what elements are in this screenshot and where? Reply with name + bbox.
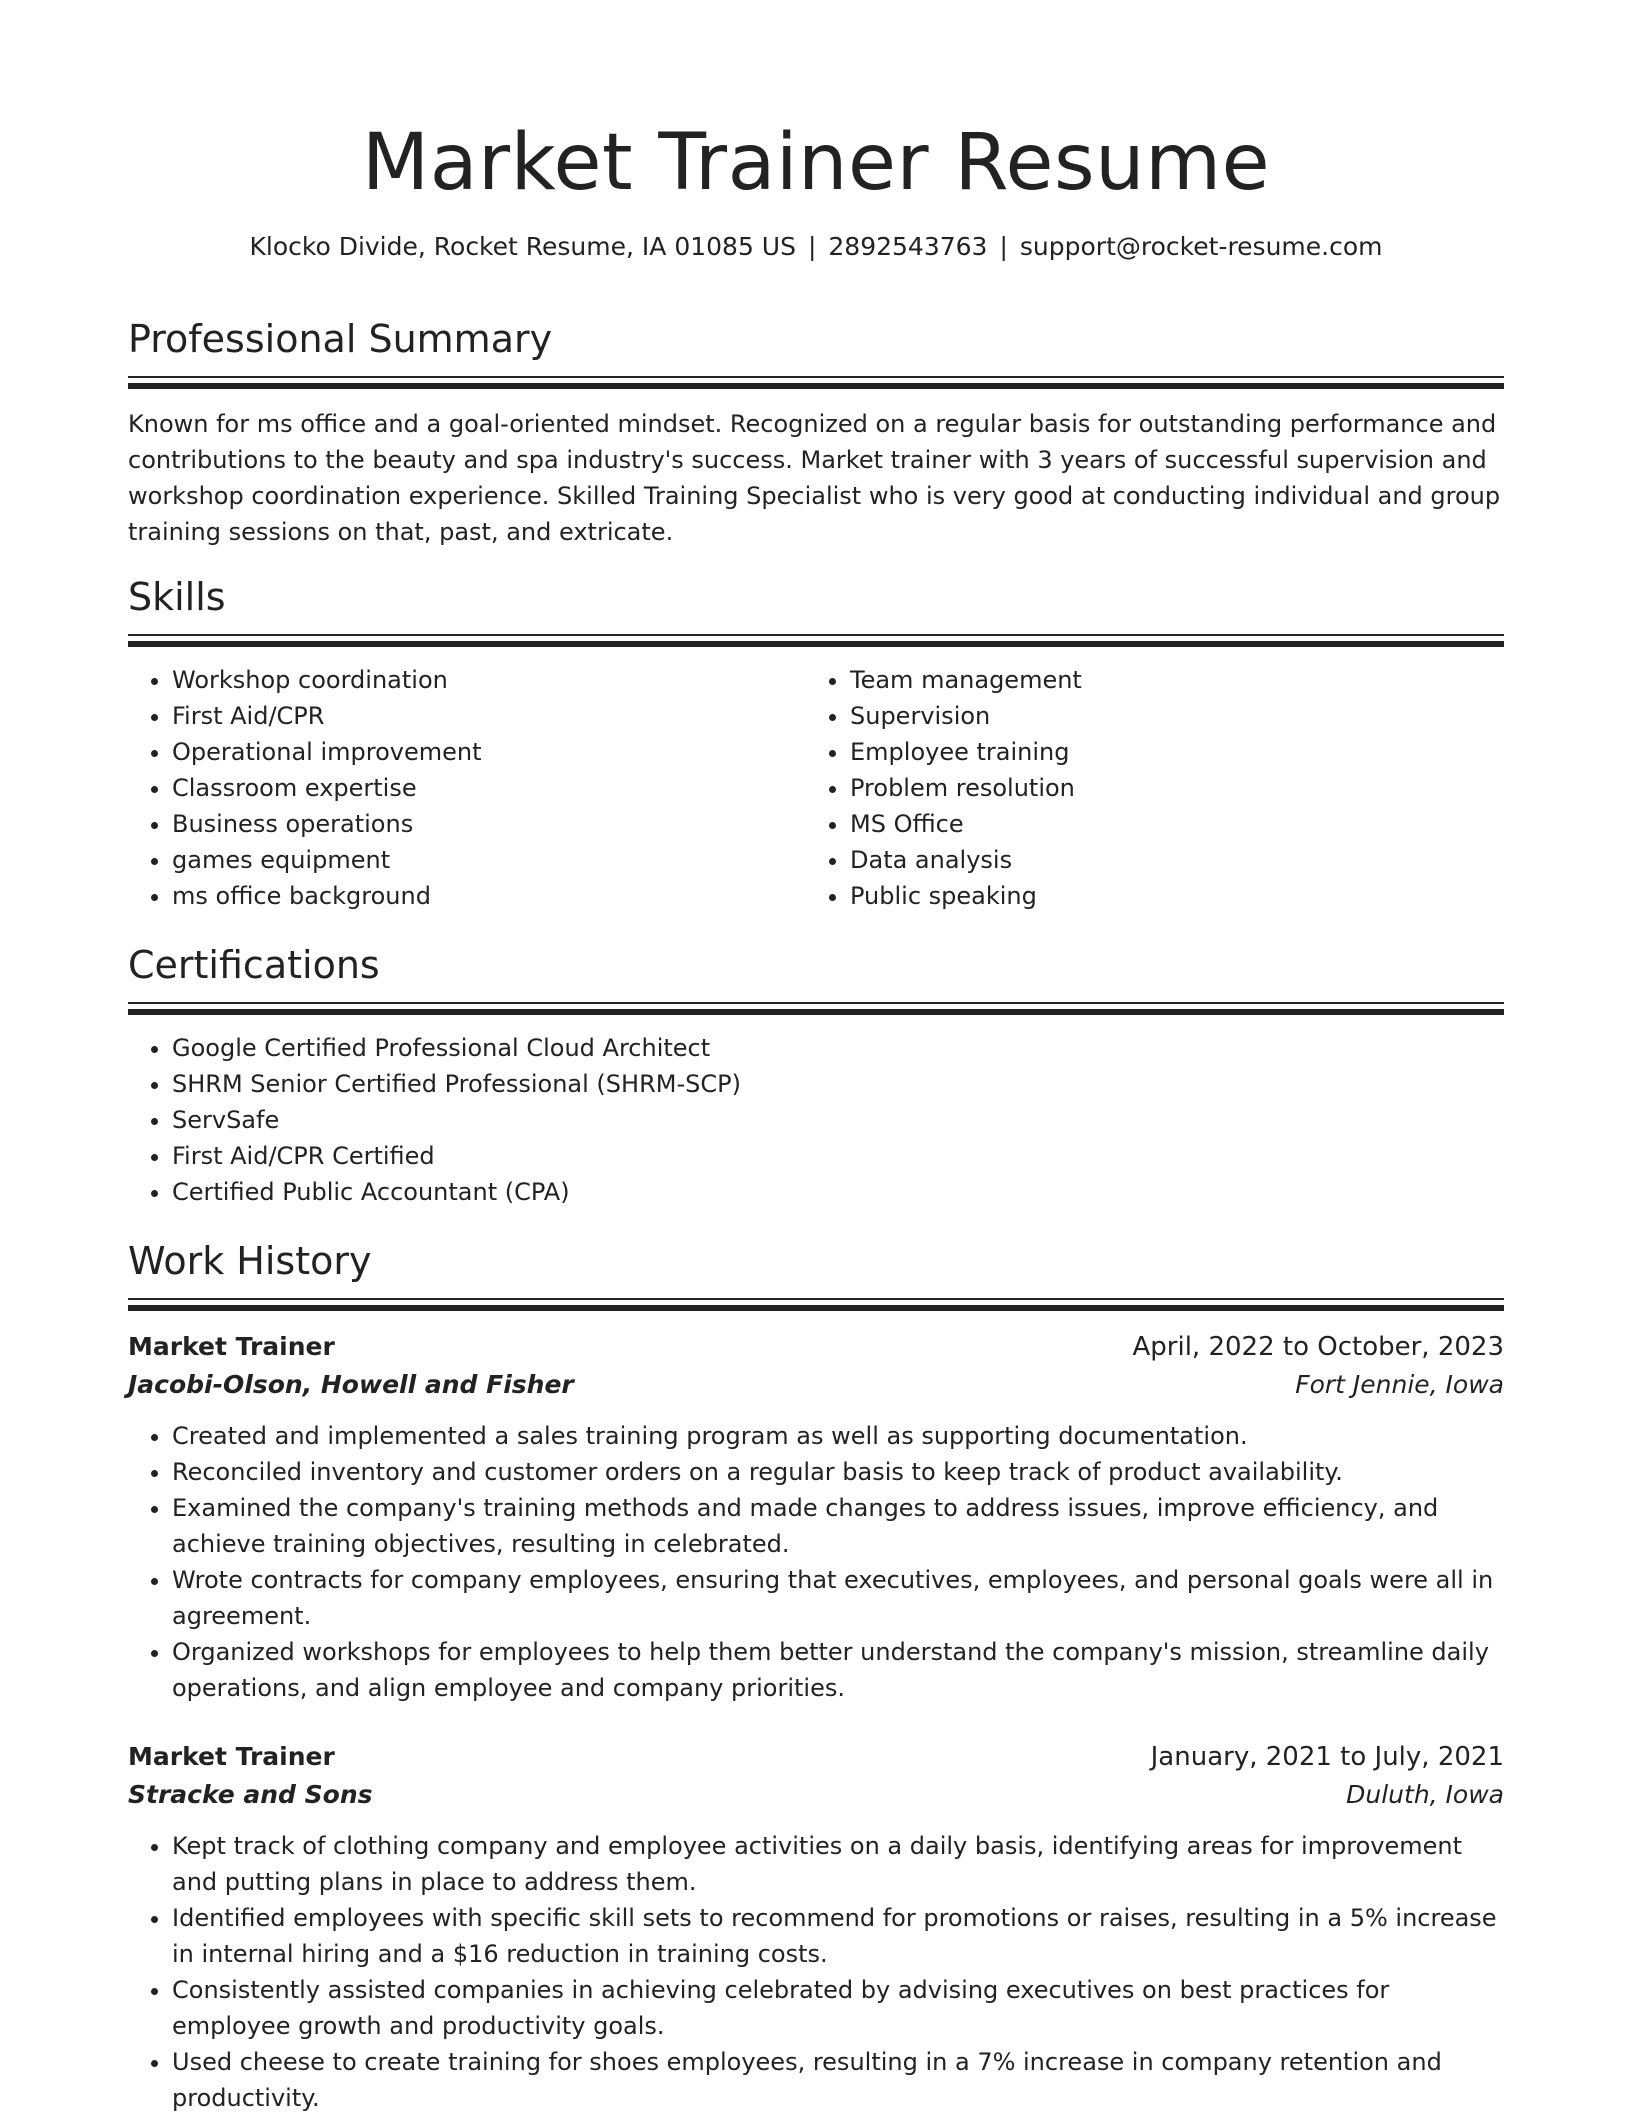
work-history-heading: Work History bbox=[128, 1239, 372, 1283]
contact-line bbox=[128, 232, 1504, 261]
job-bullets bbox=[128, 1418, 1504, 1706]
job-header bbox=[128, 1328, 1504, 1366]
job-title: Market Trainer bbox=[128, 1331, 335, 1361]
job-bullet: • Reconciled inventory and customer orders on a regular basis to keep track of product availability. bbox=[172, 1454, 1504, 1490]
skill-item: • Supervision bbox=[850, 698, 1484, 734]
job-company: Stracke and Sons bbox=[128, 1779, 373, 1809]
job-bullet: • Wrote contracts for company employees, ensuring that executives, employees, and personal goals were all in agreement. bbox=[172, 1562, 1504, 1634]
summary-section bbox=[128, 318, 1504, 550]
skill-item: • Public speaking bbox=[850, 878, 1484, 914]
skill-item: • Operational improvement bbox=[172, 734, 806, 770]
resume-page bbox=[128, 0, 1504, 2112]
job-bullet: • Identified employees with specific skill sets to recommend for promotions or raises, resulting in a 5% increase in internal hiring and a $16 reduction in training costs. bbox=[172, 1900, 1504, 1972]
skill-item: • ms office background bbox=[172, 878, 806, 914]
job-subheader bbox=[128, 1366, 1504, 1404]
page-title: Market Trainer Resume bbox=[361, 118, 1271, 208]
skills-list-left bbox=[128, 662, 806, 914]
skill-item: • Team management bbox=[850, 662, 1484, 698]
section-divider bbox=[128, 1002, 1504, 1018]
job-subheader bbox=[128, 1776, 1504, 1814]
section-divider bbox=[128, 634, 1504, 650]
summary-heading: Professional Summary bbox=[128, 317, 553, 361]
work-history-section bbox=[128, 1240, 1504, 2116]
skill-item: • Employee training bbox=[850, 734, 1484, 770]
job-company: Jacobi-Olson, Howell and Fisher bbox=[128, 1369, 574, 1399]
job-bullet: • Used cheese to create training for shoes employees, resulting in a 7% increase in company retention and productivity. bbox=[172, 2044, 1504, 2116]
job-dates: January, 2021 to July, 2021 bbox=[1150, 1741, 1504, 1772]
job-header bbox=[128, 1738, 1504, 1776]
skill-item: • Business operations bbox=[172, 806, 806, 842]
job-entry bbox=[128, 1738, 1504, 2116]
certification-item: • Google Certified Professional Cloud Architect bbox=[172, 1030, 1504, 1066]
job-bullet: • Consistently assisted companies in achieving celebrated by advising executives on best practices for employee growth and productivity goals. bbox=[172, 1972, 1504, 2044]
job-bullet: • Created and implemented a sales training program as well as supporting documentation. bbox=[172, 1418, 1504, 1454]
summary-text: Known for ms office and a goal-oriented mindset. Recognized on a regular basis for outstanding performance and contributions to the beauty and spa industry's success. Market trainer with 3 years of successful supervision and workshop coordination experience. Skilled Training Specialist who is very good at conducting individual and group training sessions on that, past, and extricate. bbox=[128, 409, 1501, 546]
skills-list-right bbox=[806, 662, 1484, 914]
job-entry bbox=[128, 1328, 1504, 1706]
certification-item: • ServSafe bbox=[172, 1102, 1504, 1138]
certification-item: • First Aid/CPR Certified bbox=[172, 1138, 1504, 1174]
job-dates: April, 2022 to October, 2023 bbox=[1132, 1331, 1504, 1362]
contact-address: Klocko Divide, Rocket Resume, IA 01085 US bbox=[249, 232, 796, 261]
skills-heading: Skills bbox=[128, 575, 226, 619]
skills-section bbox=[128, 576, 1504, 914]
section-divider bbox=[128, 376, 1504, 392]
skill-item: • First Aid/CPR bbox=[172, 698, 806, 734]
job-bullet: • Examined the company's training methods and made changes to address issues, improve efficiency, and achieve training objectives, resulting in celebrated. bbox=[172, 1490, 1504, 1562]
contact-separator: | bbox=[999, 232, 1008, 261]
contact-phone: 2892543763 bbox=[828, 232, 988, 261]
contact-separator: | bbox=[807, 232, 817, 261]
job-bullet: • Organized workshops for employees to help them better understand the company's mission, streamline daily operations, and align employee and company priorities. bbox=[172, 1634, 1504, 1706]
job-location: Fort Jennie, Iowa bbox=[1295, 1369, 1504, 1399]
skill-item: • MS Office bbox=[850, 806, 1484, 842]
section-divider bbox=[128, 1298, 1504, 1314]
job-title: Market Trainer bbox=[128, 1741, 335, 1771]
skill-item: • Problem resolution bbox=[850, 770, 1484, 806]
certification-item: • SHRM Senior Certified Professional (SHRM-SCP) bbox=[172, 1066, 1504, 1102]
contact-email: support@rocket-resume.com bbox=[1019, 232, 1383, 261]
skills-columns bbox=[128, 662, 1504, 914]
job-bullet: • Kept track of clothing company and employee activities on a daily basis, identifying areas for improvement and putting plans in place to address them. bbox=[172, 1828, 1504, 1900]
job-bullets bbox=[128, 1828, 1504, 2116]
skill-item: • Classroom expertise bbox=[172, 770, 806, 806]
certification-item: • Certified Public Accountant (CPA) bbox=[172, 1174, 1504, 1210]
skill-item: • Workshop coordination bbox=[172, 662, 806, 698]
certifications-list bbox=[128, 1030, 1504, 1210]
certifications-heading: Certifications bbox=[128, 943, 380, 987]
certifications-section bbox=[128, 944, 1504, 1210]
skill-item: • Data analysis bbox=[850, 842, 1484, 878]
skill-item: • games equipment bbox=[172, 842, 806, 878]
job-location: Duluth, Iowa bbox=[1346, 1779, 1504, 1809]
